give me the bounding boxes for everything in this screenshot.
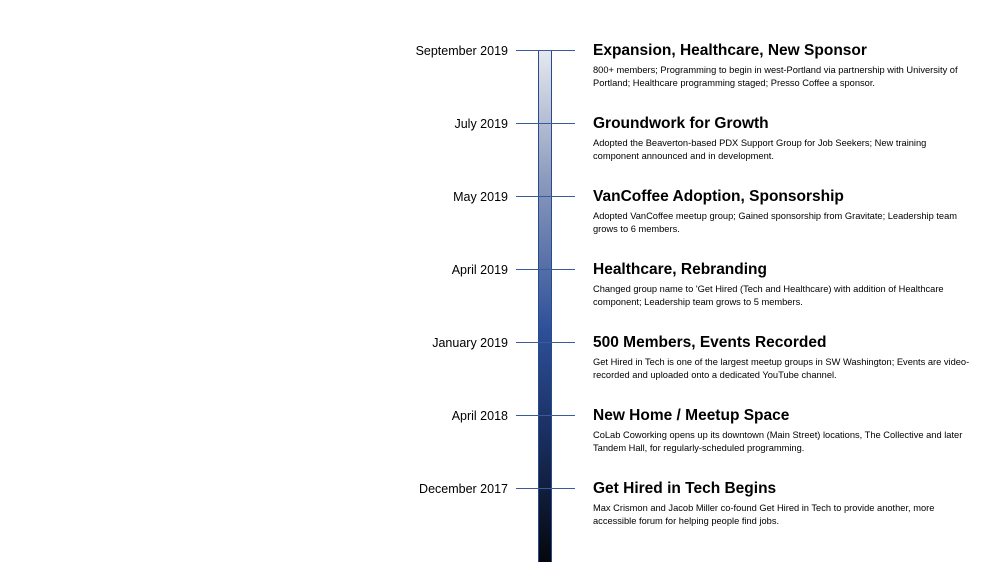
timeline-title: New Home / Meetup Space [593,407,790,424]
timeline-description: Max Crismon and Jacob Miller co-found Get Hired in Tech to provide another, more accessible forum for helping people find jobs. [593,503,935,526]
timeline-tick [516,488,575,489]
timeline-description: Changed group name to 'Get Hired (Tech and Healthcare) with addition of Healthcare component; Leadership team grows to 5 members. [593,284,944,307]
timeline-title: Groundwork for Growth [593,115,769,132]
timeline-title: VanCoffee Adoption, Sponsorship [593,188,844,205]
timeline-description: Adopted the Beaverton-based PDX Support Group for Job Seekers; New training component announced and in development. [593,138,927,161]
timeline-tick [516,50,575,51]
timeline-tick [516,415,575,416]
timeline-date: January 2019 [432,336,508,350]
timeline-description: CoLab Coworking opens up its downtown (Main Street) locations, The Collective and later Tandem Hall, for regularly-scheduled programming. [593,430,963,453]
timeline-title: Expansion, Healthcare, New Sponsor [593,42,867,59]
timeline-entry [0,482,999,555]
timeline-tick [516,269,575,270]
timeline-title: Healthcare, Rebranding [593,261,767,278]
timeline-date: September 2019 [415,44,508,58]
timeline-title: Get Hired in Tech Begins [593,480,777,497]
timeline-date: April 2018 [451,409,508,423]
timeline-date: April 2019 [451,263,508,277]
timeline-title: 500 Members, Events Recorded [593,334,827,351]
timeline-date: May 2019 [453,190,508,204]
timeline-tick [516,342,575,343]
timeline-entry [0,409,999,482]
timeline-date: December 2017 [419,482,508,496]
timeline-entry [0,117,999,190]
timeline-description: Adopted VanCoffee meetup group; Gained sponsorship from Gravitate; Leadership team grows to 6 members. [593,211,958,234]
timeline-entry [0,263,999,336]
timeline-description: Get Hired in Tech is one of the largest meetup groups in SW Washington; Events are video-recorded and uploaded onto a dedicated YouTube channel. [593,357,970,380]
timeline-entry [0,190,999,263]
timeline-entry [0,44,999,117]
timeline-description: 800+ members; Programming to begin in west-Portland via partnership with University of Portland; Healthcare programming staged; Presso Coffee a sponsor. [593,65,958,88]
timeline-entry [0,336,999,409]
timeline-tick [516,196,575,197]
timeline-date: July 2019 [454,117,508,131]
timeline-tick [516,123,575,124]
